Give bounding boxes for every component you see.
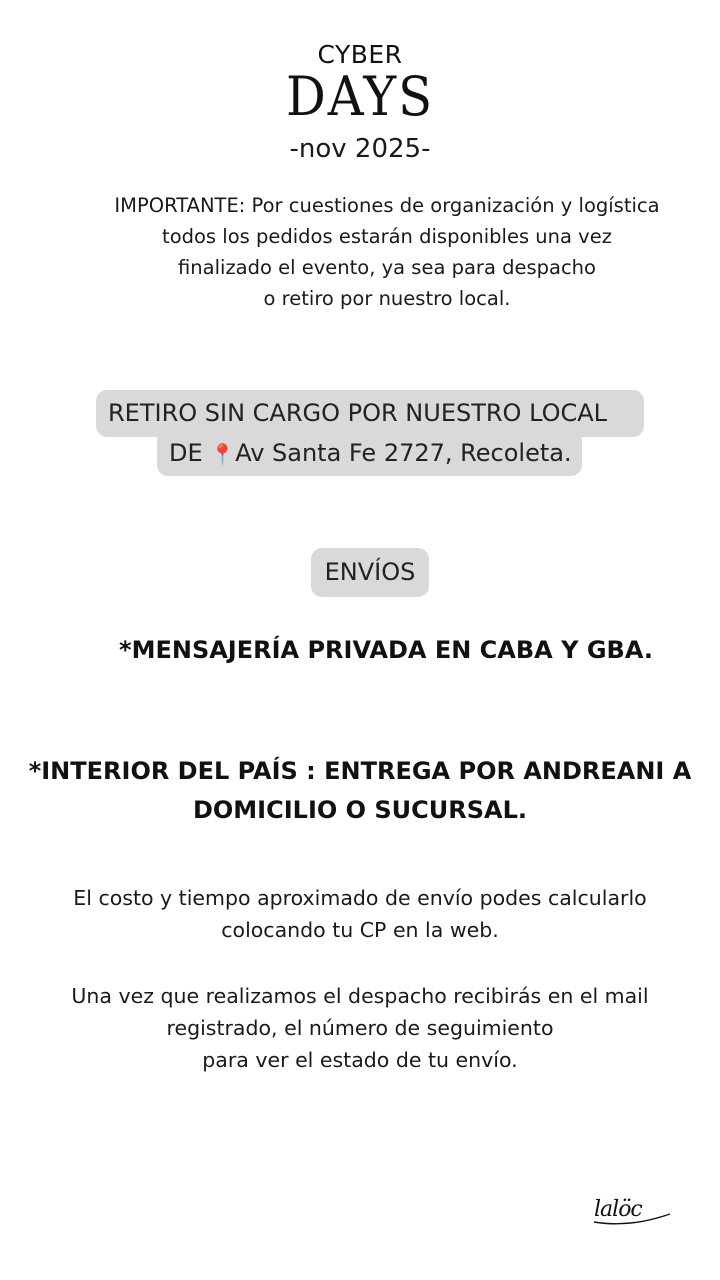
tracking-line-3: para ver el estado de tu envío. [202,1048,518,1072]
pickup-line-1: RETIRO SIN CARGO POR NUESTRO LOCAL [96,390,644,437]
important-line-3: finalizado el evento, ya sea para despacho [178,256,596,279]
cyber-heading: CYBER [317,40,403,69]
map-pin-icon: 📍 [210,442,236,466]
tracking-note [30,980,690,1076]
important-notice [90,190,684,314]
interior-line-2: DOMICILIO O SUCURSAL. [192,796,528,824]
days-heading: DAYS [286,65,434,128]
event-date: -nov 2025- [289,134,431,164]
important-line-4: o retiro por nuestro local. [263,287,511,310]
tracking-line-1: Una vez que realizamos el despacho recibirás en el mail [71,984,649,1008]
shipping-cost-note [30,882,690,946]
shipping-title: ENVÍOS [311,548,429,597]
pickup-prefix: DE [169,439,211,467]
pickup-address: Av Santa Fe 2727, Recoleta. [235,439,572,467]
interior-line-1: *INTERIOR DEL PAÍS : ENTREGA POR ANDREANI A [28,757,692,785]
svg-text:lalöc: lalöc [594,1197,642,1222]
important-line-1: IMPORTANTE: Por cuestiones de organización y logística [114,194,660,217]
messenger-service: *MENSAJERÍA PRIVADA EN CABA Y GBA. [119,636,653,664]
cost-line-2: colocando tu CP en la web. [221,918,499,942]
cost-line-1: El costo y tiempo aproximado de envío podes calcularlo [73,886,647,910]
pickup-line-2 [157,430,582,476]
important-line-2: todos los pedidos estarán disponibles una vez [162,225,612,248]
interior-shipping [20,752,700,830]
tracking-line-2: registrado, el número de seguimiento [166,1016,554,1040]
brand-logo [590,1188,680,1228]
